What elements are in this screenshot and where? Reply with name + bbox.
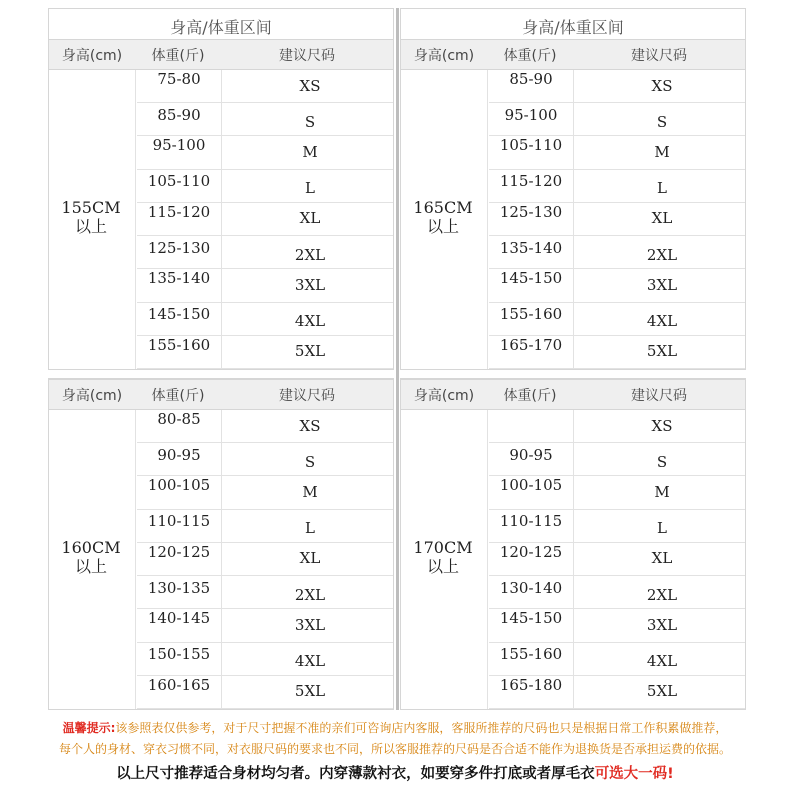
header-height: 身高(cm) xyxy=(413,387,475,404)
recommended-size: L xyxy=(305,519,315,538)
weight-range: 135-140 xyxy=(147,269,211,288)
size-row xyxy=(137,443,393,476)
size-row xyxy=(137,136,393,169)
height-value: 160CM xyxy=(61,537,121,557)
size-row xyxy=(137,576,393,609)
weight-range: 125-130 xyxy=(499,202,563,221)
recommended-size: 3XL xyxy=(294,275,326,294)
size-row xyxy=(137,510,393,543)
tip-text-1: 该参照表仅供参考，对于尺寸把握不准的亲们可咨询店内客服，客服所推荐的尺码也只是根据日常工作积累做推荐， xyxy=(115,721,728,735)
recommended-size: 3XL xyxy=(294,615,326,634)
header-size: 建议尺码 xyxy=(279,47,335,64)
table-header xyxy=(401,39,745,70)
weight-range: 155-160 xyxy=(499,305,563,324)
height-range-label xyxy=(49,198,133,236)
col-divider xyxy=(487,410,488,709)
weight-range: 115-120 xyxy=(147,202,211,221)
recommended-size: XS xyxy=(299,416,321,435)
recommended-size: 5XL xyxy=(294,682,326,701)
header-weight: 体重(斤) xyxy=(151,47,205,64)
recommended-size: XL xyxy=(651,549,673,568)
weight-range: 95-100 xyxy=(504,105,558,124)
weight-range: 130-140 xyxy=(499,578,563,597)
recommended-size: M xyxy=(654,483,670,502)
recommended-size: 4XL xyxy=(646,652,678,671)
size-row xyxy=(489,410,745,443)
header-height: 身高(cm) xyxy=(413,47,475,64)
weight-range: 80-85 xyxy=(157,410,201,428)
size-row xyxy=(137,236,393,269)
table-title: 身高/体重区间 xyxy=(522,18,624,37)
height-range-label xyxy=(401,538,485,576)
recommended-size: XS xyxy=(651,76,673,95)
size-row xyxy=(489,170,745,203)
weight-range: 145-150 xyxy=(499,609,563,628)
tip-line-2: 每个人的身材、穿衣习惯不同，对衣服尺码的要求也不同，所以客服推荐的尺码是否合适不能作为退换货是否承担运费的依据。 xyxy=(58,742,731,756)
weight-range: 90-95 xyxy=(157,445,201,464)
size-row xyxy=(137,410,393,443)
recommended-size: L xyxy=(657,179,667,198)
height-range-label xyxy=(401,198,485,236)
weight-range: 110-115 xyxy=(147,512,211,531)
weight-range: 130-135 xyxy=(147,578,211,597)
weight-range: 135-140 xyxy=(499,238,563,257)
header-height: 身高(cm) xyxy=(61,47,123,64)
col-divider xyxy=(135,70,136,369)
weight-range: 85-90 xyxy=(157,105,201,124)
header-weight: 体重(斤) xyxy=(151,387,205,404)
height-value: 165CM xyxy=(413,197,473,217)
tip-line-3 xyxy=(0,762,790,783)
header-weight: 体重(斤) xyxy=(503,387,557,404)
weight-range: 100-105 xyxy=(147,476,211,495)
weight-range: 165-170 xyxy=(499,335,563,354)
size-row xyxy=(489,303,745,336)
recommended-size: XL xyxy=(299,549,321,568)
weight-range: 110-115 xyxy=(499,512,563,531)
size-row xyxy=(489,643,745,676)
size-row xyxy=(489,336,745,369)
size-row xyxy=(137,676,393,709)
weight-range: 120-125 xyxy=(499,542,563,561)
recommended-size: S xyxy=(656,112,668,131)
recommended-size: S xyxy=(304,452,316,471)
recommended-size: XS xyxy=(651,416,673,435)
height-suffix: 以上 xyxy=(426,556,459,576)
weight-range: 120-125 xyxy=(147,542,211,561)
size-table-1 xyxy=(48,8,394,370)
height-value: 155CM xyxy=(61,197,121,217)
table-header xyxy=(49,379,393,410)
size-row xyxy=(489,136,745,169)
size-row xyxy=(489,203,745,236)
recommended-size: 5XL xyxy=(646,342,678,361)
recommended-size: M xyxy=(654,143,670,162)
col-divider xyxy=(487,70,488,369)
header-weight: 体重(斤) xyxy=(503,47,557,64)
tip-text-3: 以上尺寸推荐适合身材均匀者。内穿薄款衬衣，如要穿多件打底或者厚毛衣 xyxy=(116,766,595,782)
weight-range: 155-160 xyxy=(147,335,211,354)
size-row xyxy=(489,70,745,103)
height-suffix: 以上 xyxy=(74,216,107,236)
weight-range: 105-110 xyxy=(147,172,211,191)
weight-range: 140-145 xyxy=(147,609,211,628)
weight-range: 125-130 xyxy=(147,238,211,257)
size-row xyxy=(137,303,393,336)
recommended-size: L xyxy=(657,519,667,538)
weight-range: 115-120 xyxy=(499,172,563,191)
header-size: 建议尺码 xyxy=(279,387,335,404)
table-header xyxy=(401,379,745,410)
size-row xyxy=(489,609,745,642)
weight-range: 165-180 xyxy=(499,675,563,694)
recommended-size: 4XL xyxy=(294,652,326,671)
recommended-size: 3XL xyxy=(646,275,678,294)
size-row xyxy=(137,70,393,103)
recommended-size: 5XL xyxy=(294,342,326,361)
size-table-3 xyxy=(48,378,394,710)
size-row xyxy=(137,476,393,509)
recommended-size: 5XL xyxy=(646,682,678,701)
size-row xyxy=(489,236,745,269)
weight-range: 85-90 xyxy=(509,70,553,88)
col-divider xyxy=(135,410,136,709)
height-value: 170CM xyxy=(413,537,473,557)
size-row xyxy=(137,543,393,576)
recommended-size: 2XL xyxy=(294,585,326,604)
size-row xyxy=(137,269,393,302)
size-row xyxy=(489,510,745,543)
recommended-size: L xyxy=(305,179,315,198)
weight-range: 95-100 xyxy=(152,136,206,155)
weight-range: 155-160 xyxy=(499,645,563,664)
height-suffix: 以上 xyxy=(426,216,459,236)
size-row xyxy=(137,336,393,369)
weight-range: 105-110 xyxy=(499,136,563,155)
tip-line-1 xyxy=(0,719,790,737)
recommended-size: S xyxy=(656,452,668,471)
height-suffix: 以上 xyxy=(74,556,107,576)
recommended-size: 2XL xyxy=(646,245,678,264)
recommended-size: M xyxy=(302,483,318,502)
size-row xyxy=(489,676,745,709)
recommended-size: 3XL xyxy=(646,615,678,634)
weight-range: 150-155 xyxy=(147,645,211,664)
weight-range: 160-165 xyxy=(147,675,211,694)
size-row xyxy=(489,269,745,302)
table-title: 身高/体重区间 xyxy=(170,18,272,37)
weight-range: 100-105 xyxy=(499,476,563,495)
weight-range: 90-95 xyxy=(509,445,553,464)
size-row xyxy=(489,103,745,136)
size-row xyxy=(137,643,393,676)
recommended-size: XL xyxy=(651,209,673,228)
center-divider xyxy=(396,8,399,710)
size-row xyxy=(137,170,393,203)
weight-range: 75-80 xyxy=(157,70,201,88)
size-row xyxy=(137,103,393,136)
recommended-size: 2XL xyxy=(294,245,326,264)
recommended-size: XL xyxy=(299,209,321,228)
recommended-size: 2XL xyxy=(646,585,678,604)
recommended-size: M xyxy=(302,143,318,162)
table-header xyxy=(49,39,393,70)
size-row xyxy=(137,609,393,642)
header-height: 身高(cm) xyxy=(61,387,123,404)
recommended-size: XS xyxy=(299,76,321,95)
size-row xyxy=(489,476,745,509)
header-size: 建议尺码 xyxy=(631,47,687,64)
size-row xyxy=(489,443,745,476)
tip-lead: 温馨提示: xyxy=(62,721,116,735)
size-row xyxy=(489,543,745,576)
recommended-size: S xyxy=(304,112,316,131)
height-range-label xyxy=(49,538,133,576)
weight-range: 145-150 xyxy=(499,269,563,288)
size-row xyxy=(137,203,393,236)
size-row xyxy=(489,576,745,609)
header-size: 建议尺码 xyxy=(631,387,687,404)
size-table-2 xyxy=(400,8,746,370)
tip-highlight: 可选大一码! xyxy=(594,766,674,782)
weight-range: 145-150 xyxy=(147,305,211,324)
recommended-size: 4XL xyxy=(646,312,678,331)
size-table-4 xyxy=(400,378,746,710)
recommended-size: 4XL xyxy=(294,312,326,331)
